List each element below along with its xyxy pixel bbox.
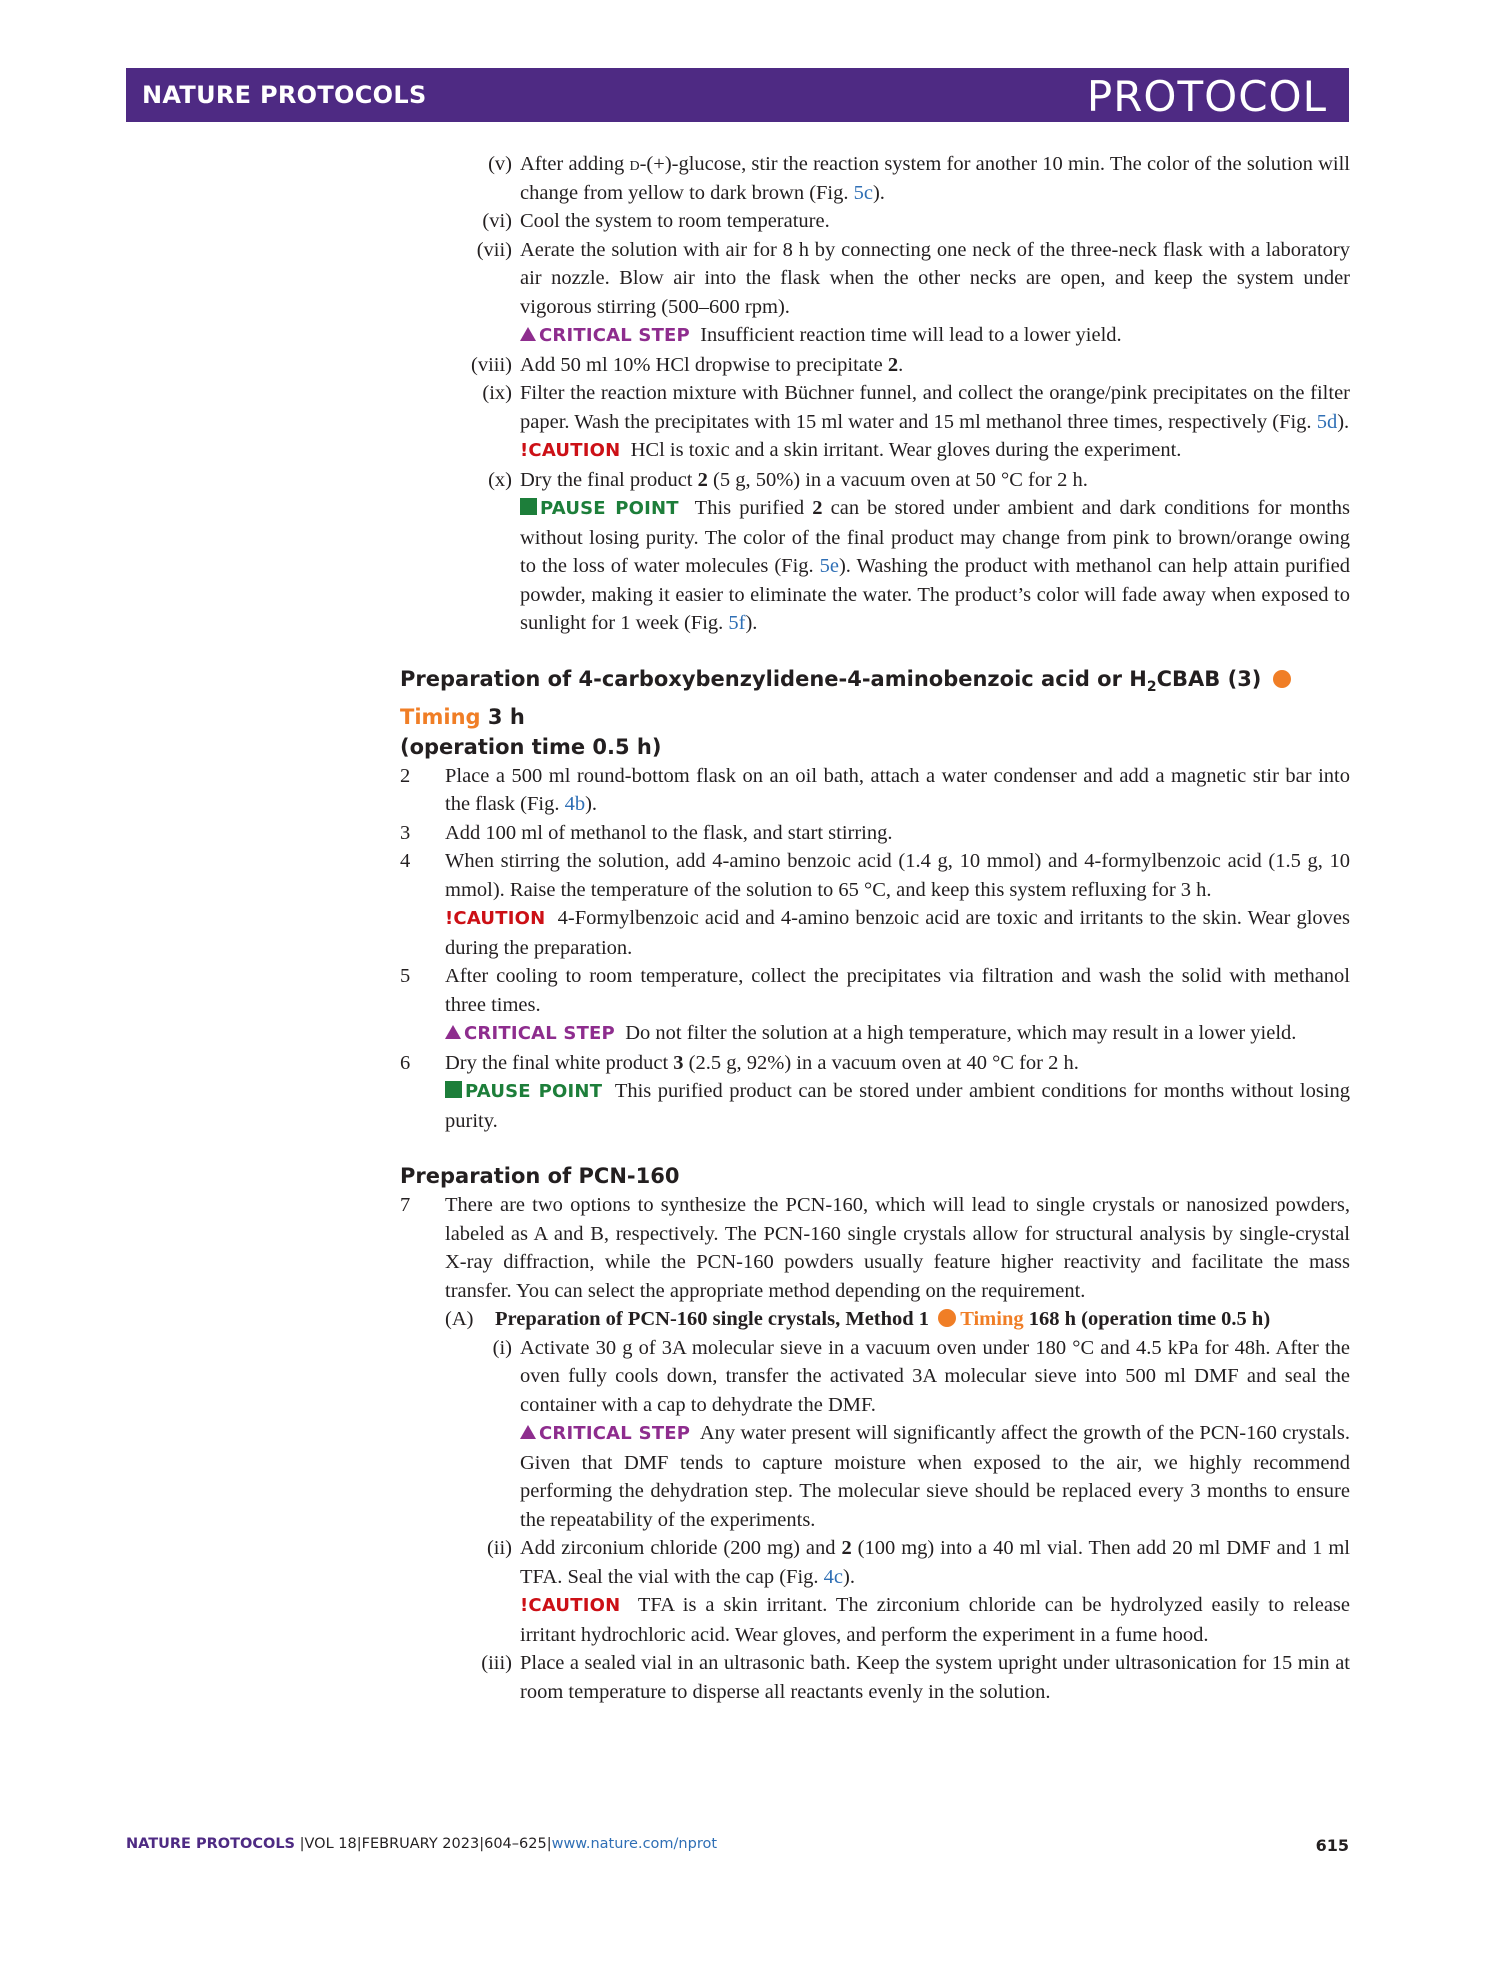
- figure-link[interactable]: 5c: [853, 181, 873, 204]
- critical-step-note: CRITICAL STEP Insufficient reaction time will lead to a lower yield.: [520, 321, 1350, 351]
- step-x: (x) Dry the final product 2 (5 g, 50%) in a vacuum oven at 50 °C for 2 h. PAUSE POINT This purified 2 can be stored under ambient and dark conditions for months without losing purity. The color of the final product may change from pink to brown/orange owing to the loss of water molecules (Fig. 5e). Washing the product with methanol can help attain purified powder, making it easier to eliminate the water. The product’s color will fade away when exposed to sunlight for 1 week (Fig. 5f).: [400, 466, 1350, 638]
- page-content: [400, 150, 1350, 1706]
- step-2: 2 Place a 500 ml round-bottom flask on an oil bath, attach a water condenser and add a magnetic stir bar into the flask (Fig. 4b).: [400, 762, 1350, 819]
- triangle-icon: [520, 327, 536, 341]
- caution-tag: !CAUTION: [520, 1595, 621, 1617]
- square-icon: [520, 498, 537, 515]
- pause-point-note: PAUSE POINT This purified 2 can be stored under ambient and dark conditions for months without losing purity. The color of the final product may change from pink to brown/orange owing to the loss of water molecules (Fig. 5e). Washing the product with methanol can help attain purified powder, making it easier to eliminate the water. The product’s color will fade away when exposed to sunlight for 1 week (Fig. 5f).: [520, 497, 1350, 634]
- section-heading-pcn160: Preparation of PCN-160: [400, 1164, 680, 1189]
- triangle-icon: [520, 1425, 536, 1439]
- step-number: (ix): [482, 382, 512, 404]
- figure-link[interactable]: 5d: [1316, 410, 1338, 433]
- critical-step-note: CRITICAL STEP Do not filter the solution at a high temperature, which may result in a lower yield.: [445, 1019, 1350, 1049]
- caution-note: !CAUTION HCl is toxic and a skin irritant. Wear gloves during the experiment.: [520, 439, 1182, 461]
- step-viii: (viii) Add 50 ml 10% HCl dropwise to precipitate 2.: [400, 351, 1350, 380]
- figure-link[interactable]: 5f: [728, 612, 746, 634]
- pause-tag: PAUSE POINT: [540, 498, 679, 519]
- square-icon: [445, 1081, 462, 1098]
- step-number: (x): [488, 468, 512, 491]
- timing-label: Timing: [400, 704, 481, 729]
- critical-tag: CRITICAL STEP: [464, 1023, 615, 1045]
- pause-point-note: PAUSE POINT This purified product can be stored under ambient conditions for months without losing purity.: [445, 1080, 1350, 1132]
- critical-step-note: CRITICAL STEP Any water present will significantly affect the growth of the PCN-160 crystals. Given that DMF tends to capture moisture when exposed to the air, we highly recommend performing the dehydration step. The molecular sieve should be replaced every 3 months to ensure the repeatability of the experiments.: [520, 1422, 1350, 1531]
- step-number: (iii): [481, 1652, 512, 1675]
- step-5: 5 After cooling to room temperature, collect the precipitates via filtration and wash the solid with methanol three times. CRITICAL STEP Do not filter the solution at a high temperature, which may result in a lower yield.: [400, 962, 1350, 1049]
- footer-url-link[interactable]: www.nature.com/nprot: [551, 1836, 718, 1852]
- step-6: 6 Dry the final white product 3 (2.5 g, 92%) in a vacuum oven at 40 °C for 2 h. PAUSE POINT This purified product can be stored under ambient conditions for months without losing purity.: [400, 1049, 1350, 1136]
- footer-journal: NATURE PROTOCOLS: [126, 1836, 296, 1852]
- figure-link[interactable]: 4b: [564, 793, 586, 816]
- step-a-iii: (iii) Place a sealed vial in an ultrasonic bath. Keep the system upright under ultrasonication for 15 min at room temperature to disperse all reactants evenly in the solution.: [400, 1649, 1350, 1706]
- timing-label: Timing: [960, 1308, 1024, 1331]
- page-footer: NATURE PROTOCOLS |VOL 18|FEBRUARY 2023|604–625|www.nature.com/nprot 615: [126, 1836, 1349, 1855]
- step-vi: (vi) Cool the system to room temperature.: [400, 207, 1350, 236]
- step-number: 2: [400, 764, 411, 787]
- page-number: 615: [1315, 1836, 1349, 1855]
- footer-pages: 604–625: [484, 1836, 547, 1852]
- step-number: 6: [400, 1051, 411, 1074]
- caution-note: !CAUTION 4-Formylbenzoic acid and 4-amino benzoic acid are toxic and irritants to the skin. Wear gloves during the preparation.: [445, 907, 1350, 959]
- step-number: 5: [400, 965, 411, 988]
- critical-tag: CRITICAL STEP: [539, 1423, 691, 1445]
- caution-tag: !CAUTION: [520, 440, 621, 461]
- caution-tag: !CAUTION: [445, 908, 546, 930]
- step-v: (v) After adding d-(+)-glucose, stir the reaction system for another 10 min. The color of the solution will change from yellow to dark brown (Fig. 5c).: [400, 150, 1350, 207]
- pause-tag: PAUSE POINT: [465, 1081, 603, 1103]
- step-number: 3: [400, 821, 411, 844]
- step-number: (i): [492, 1336, 512, 1359]
- triangle-icon: [445, 1025, 461, 1039]
- footer-date: FEBRUARY 2023: [361, 1836, 480, 1852]
- timing-icon: [938, 1309, 956, 1327]
- step-number: (v): [488, 153, 512, 175]
- option-label: (A): [445, 1308, 474, 1331]
- step-number: (ii): [486, 1537, 512, 1560]
- figure-link[interactable]: 4c: [823, 1565, 844, 1588]
- article-type: PROTOCOL: [1086, 72, 1327, 121]
- step-number: (vi): [482, 210, 512, 232]
- critical-tag: CRITICAL STEP: [539, 325, 690, 346]
- step-7: 7 There are two options to synthesize the PCN-160, which will lead to single crystals or nanosized powders, labeled as A and B, respectively. The PCN-160 single crystals allow for structural analysis by single-crystal X-ray diffraction, while the PCN-160 powders usually feature higher reactivity and facilitate the mass transfer. You can select the appropriate method depending on the requirement.: [400, 1191, 1350, 1305]
- step-4: 4 When stirring the solution, add 4-amino benzoic acid (1.4 g, 10 mmol) and 4-formylbenzoic acid (1.5 g, 10 mmol). Raise the temperature of the solution to 65 °C, and keep this system refluxing for 3 h. !CAUTION 4-Formylbenzoic acid and 4-amino benzoic acid are toxic and irritants to the skin. Wear gloves during the preparation.: [400, 847, 1350, 962]
- step-number: 4: [400, 850, 411, 873]
- step-a-i: (i) Activate 30 g of 3A molecular sieve in a vacuum oven under 180 °C and 4.5 kPa for 48h. After the oven fully cools down, transfer the activated 3A molecular sieve into 500 ml DMF and seal the container with a cap to dehydrate the DMF. CRITICAL STEP Any water present will significantly affect the growth of the PCN-160 crystals. Given that DMF tends to capture moisture when exposed to the air, we highly recommend performing the dehydration step. The molecular sieve should be replaced every 3 months to ensure the repeatability of the experiments.: [400, 1334, 1350, 1535]
- footer-volume: VOL 18: [304, 1836, 357, 1852]
- timing-icon: [1273, 670, 1291, 688]
- step-number: (viii): [471, 353, 512, 376]
- caution-note: !CAUTION TFA is a skin irritant. The zirconium chloride can be hydrolyzed easily to release irritant hydrochloric acid. Wear gloves, and perform the experiment in a fume hood.: [520, 1594, 1350, 1646]
- figure-link[interactable]: 5e: [819, 555, 839, 577]
- section-heading-h2cbab: Preparation of 4-carboxybenzylidene-4-aminobenzoic acid or $H_2CBAB$ (3) Timing 3 h (operation time 0.5 h): [400, 664, 1350, 762]
- step-number: 7: [400, 1194, 411, 1217]
- option-a: (A) Preparation of PCN-160 single crystals, Method 1 Timing 168 h (operation time 0.5 h): [400, 1305, 1350, 1334]
- step-a-ii: (ii) Add zirconium chloride (200 mg) and 2 (100 mg) into a 40 ml vial. Then add 20 ml DMF and 1 ml TFA. Seal the vial with the cap (Fig. 4c). !CAUTION TFA is a skin irritant. The zirconium chloride can be hydrolyzed easily to release irritant hydrochloric acid. Wear gloves, and perform the experiment in a fume hood.: [400, 1534, 1350, 1649]
- journal-name: NATURE PROTOCOLS: [142, 81, 427, 109]
- step-vii: (vii) Aerate the solution with air for 8 h by connecting one neck of the three-neck flask with a laboratory air nozzle. Blow air into the flask when the other necks are open, and keep the system under vigorous stirring (500–600 rpm). CRITICAL STEP Insufficient reaction time will lead to a lower yield.: [400, 236, 1350, 351]
- step-ix: (ix) Filter the reaction mixture with Büchner funnel, and collect the orange/pink precipitates on the filter paper. Wash the precipitates with 15 ml water and 15 ml methanol three times, respectively (Fig. 5d). !CAUTION HCl is toxic and a skin irritant. Wear gloves during the experiment.: [400, 379, 1350, 466]
- step-number: (vii): [476, 238, 512, 261]
- journal-banner: [126, 68, 1349, 122]
- step-3: 3 Add 100 ml of methanol to the flask, and start stirring.: [400, 819, 1350, 848]
